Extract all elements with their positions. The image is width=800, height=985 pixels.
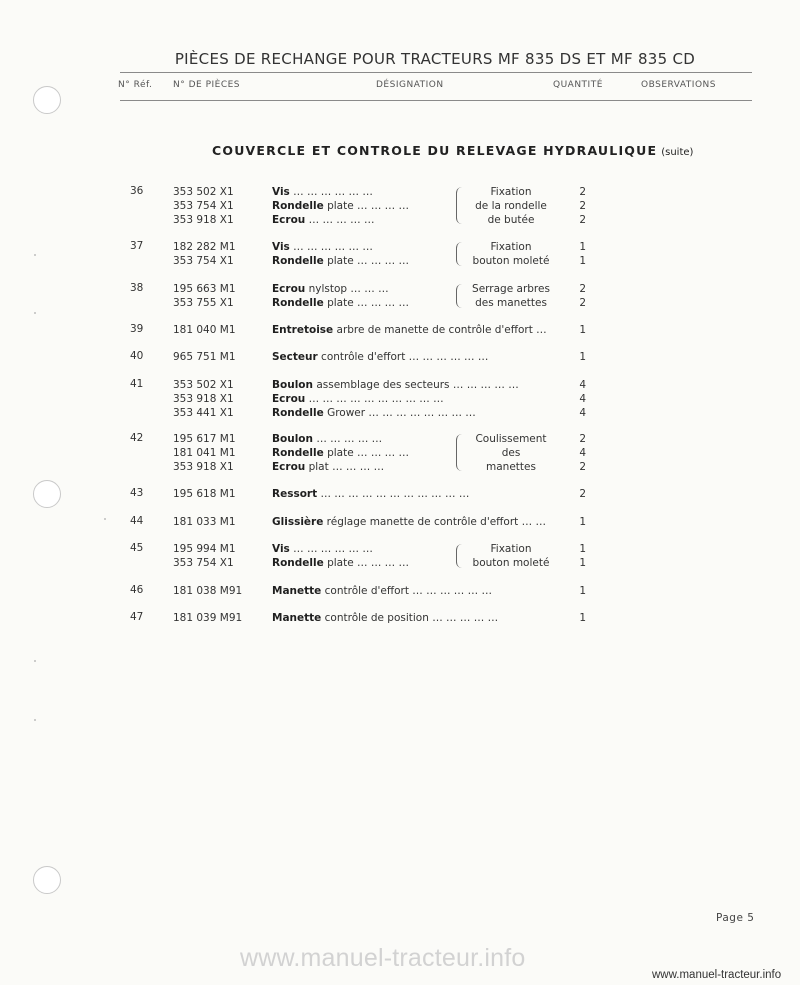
part-row xyxy=(0,446,800,460)
part-quantity: 2 xyxy=(579,488,586,500)
part-number: 353 502 X1 xyxy=(173,379,234,391)
section-title-suffix: (suite) xyxy=(661,147,694,158)
ref-number: 42 xyxy=(130,432,144,444)
part-description: … … … … … … … … … … … xyxy=(317,488,470,500)
part-name: Rondelle xyxy=(272,254,324,267)
part-designation xyxy=(272,185,373,199)
paper-speck xyxy=(34,660,36,662)
ref-number: 47 xyxy=(130,611,144,623)
part-quantity: 1 xyxy=(579,585,586,597)
part-row xyxy=(0,350,800,364)
part-row xyxy=(0,406,800,420)
part-quantity: 2 xyxy=(579,460,586,473)
part-name: Secteur xyxy=(272,351,318,363)
part-row xyxy=(0,254,800,268)
part-designation xyxy=(272,406,476,420)
part-quantity: 2 xyxy=(579,199,586,212)
part-quantity: 1 xyxy=(579,351,586,363)
part-description: contrôle d'effort … … … … … … xyxy=(317,351,489,363)
part-row xyxy=(0,392,800,406)
part-row xyxy=(0,460,800,474)
part-quantity: 1 xyxy=(579,516,586,528)
part-row xyxy=(0,323,800,337)
part-description: réglage manette de contrôle d'effort … … xyxy=(323,516,546,528)
ref-number: 37 xyxy=(130,240,144,252)
part-description: … … … … … … xyxy=(289,241,373,253)
part-name: Vis xyxy=(272,241,290,253)
part-designation xyxy=(272,542,373,556)
part-description: nylstop … … … xyxy=(305,283,389,295)
part-name: Glissière xyxy=(272,516,324,528)
part-observation: des xyxy=(501,446,521,459)
ref-number: 44 xyxy=(130,515,144,527)
part-name: Ecrou xyxy=(272,283,306,295)
page-title: PIÈCES DE RECHANGE POUR TRACTEURS MF 835 DS ET MF 835 CD xyxy=(174,50,696,68)
part-name: Rondelle xyxy=(272,406,324,419)
column-header-designation: DÉSIGNATION xyxy=(376,80,444,90)
punch-hole-bottom xyxy=(33,866,61,894)
part-designation xyxy=(272,611,498,625)
header-rule-top xyxy=(120,72,752,73)
part-number: 195 663 M1 xyxy=(173,283,236,295)
part-quantity: 1 xyxy=(579,543,586,555)
part-row xyxy=(0,515,800,529)
part-description: plate … … … … xyxy=(323,254,410,267)
part-designation xyxy=(272,460,384,474)
watermark-small: www.manuel-tracteur.info xyxy=(652,969,782,981)
part-observation: de la rondelle xyxy=(475,199,547,212)
part-quantity: 2 xyxy=(579,296,586,309)
part-designation xyxy=(272,350,488,364)
part-number: 181 038 M91 xyxy=(173,585,243,597)
part-designation xyxy=(272,199,409,213)
part-number: 353 918 X1 xyxy=(173,460,234,473)
part-designation xyxy=(272,432,382,446)
part-quantity: 4 xyxy=(579,406,586,419)
grouping-brace xyxy=(456,434,463,471)
part-description: … … … … … … xyxy=(289,543,373,555)
part-quantity: 2 xyxy=(579,213,586,226)
part-designation xyxy=(272,213,374,227)
part-name: Rondelle xyxy=(272,446,324,459)
grouping-brace xyxy=(456,544,463,568)
column-header-ref: N° Réf. xyxy=(118,80,153,90)
part-quantity: 1 xyxy=(579,241,586,253)
part-description: plate … … … … xyxy=(323,556,410,569)
part-description: plate … … … … xyxy=(323,199,410,212)
section-title-text: COUVERCLE ET CONTROLE DU RELEVAGE HYDRAULIQUE xyxy=(212,143,658,158)
part-description: … … … … … xyxy=(305,213,375,226)
part-name: Ecrou xyxy=(272,392,306,405)
part-quantity: 1 xyxy=(579,254,586,267)
part-observation: Fixation xyxy=(490,186,532,198)
part-quantity: 2 xyxy=(579,433,586,445)
part-quantity: 4 xyxy=(579,392,586,405)
paper-speck xyxy=(34,312,36,314)
column-header-quantite: QUANTITÉ xyxy=(553,80,603,90)
section-title xyxy=(212,143,693,158)
part-number: 353 918 X1 xyxy=(173,213,234,226)
part-number: 353 441 X1 xyxy=(173,406,234,419)
part-observation: manettes xyxy=(486,460,536,473)
part-name: Rondelle xyxy=(272,556,324,569)
part-description: plate … … … … xyxy=(323,296,410,309)
part-name: Ressort xyxy=(272,488,318,500)
part-number: 181 039 M91 xyxy=(173,612,243,624)
part-number: 353 502 X1 xyxy=(173,186,234,198)
part-number: 195 994 M1 xyxy=(173,543,236,555)
column-header-observations: OBSERVATIONS xyxy=(641,80,716,90)
part-name: Vis xyxy=(272,186,290,198)
part-quantity: 1 xyxy=(579,324,586,336)
part-name: Manette xyxy=(272,612,322,624)
part-designation xyxy=(272,282,389,296)
part-observation: Fixation xyxy=(490,543,532,555)
ref-number: 40 xyxy=(130,350,144,362)
part-description: … … … … … xyxy=(312,433,383,445)
part-number: 353 754 X1 xyxy=(173,254,234,267)
paper-speck xyxy=(34,719,36,721)
part-description: assemblage des secteurs … … … … … xyxy=(312,379,519,391)
part-row xyxy=(0,199,800,213)
part-description: plate … … … … xyxy=(323,446,410,459)
punch-hole-top xyxy=(33,86,61,114)
part-description: … … … … … … … … … … xyxy=(305,392,444,405)
part-designation xyxy=(272,392,444,406)
part-row xyxy=(0,296,800,310)
part-number: 181 033 M1 xyxy=(173,516,236,528)
part-number: 353 755 X1 xyxy=(173,296,234,309)
part-row xyxy=(0,378,800,392)
part-designation xyxy=(272,378,519,392)
ref-number: 41 xyxy=(130,378,144,390)
part-name: Ecrou xyxy=(272,460,306,473)
part-number: 195 618 M1 xyxy=(173,488,236,500)
part-row xyxy=(0,556,800,570)
grouping-brace xyxy=(456,187,463,224)
part-observation: bouton moleté xyxy=(472,556,550,569)
part-row xyxy=(0,584,800,598)
ref-number: 45 xyxy=(130,542,144,554)
part-quantity: 2 xyxy=(579,186,586,198)
part-designation xyxy=(272,296,409,310)
part-row xyxy=(0,611,800,625)
part-quantity: 4 xyxy=(579,446,586,459)
ref-number: 38 xyxy=(130,282,144,294)
part-name: Entretoise xyxy=(272,324,334,336)
part-number: 181 040 M1 xyxy=(173,324,236,336)
part-quantity: 1 xyxy=(579,612,586,624)
part-row xyxy=(0,240,800,254)
part-quantity: 2 xyxy=(579,283,586,295)
column-header-pieces: N° DE PIÈCES xyxy=(173,80,241,90)
part-designation xyxy=(272,323,547,337)
part-description: arbre de manette de contrôle d'effort … xyxy=(333,324,547,336)
ref-number: 46 xyxy=(130,584,144,596)
part-name: Boulon xyxy=(272,379,313,391)
ref-number: 36 xyxy=(130,185,144,197)
part-designation xyxy=(272,487,469,501)
part-name: Manette xyxy=(272,585,322,597)
part-number: 353 918 X1 xyxy=(173,392,234,405)
part-designation xyxy=(272,446,409,460)
ref-number: 39 xyxy=(130,323,144,335)
part-name: Rondelle xyxy=(272,199,324,212)
part-designation xyxy=(272,254,409,268)
part-designation xyxy=(272,240,373,254)
part-row xyxy=(0,432,800,446)
part-row xyxy=(0,282,800,296)
ref-number: 43 xyxy=(130,487,144,499)
part-observation: Coulissement xyxy=(475,433,547,445)
part-number: 182 282 M1 xyxy=(173,241,236,253)
part-row xyxy=(0,487,800,501)
part-description: contrôle de position … … … … … xyxy=(321,612,499,624)
part-number: 181 041 M1 xyxy=(173,446,236,459)
part-quantity: 4 xyxy=(579,379,586,391)
part-row xyxy=(0,213,800,227)
part-description: plat … … … … xyxy=(305,460,385,473)
part-number: 965 751 M1 xyxy=(173,351,236,363)
part-row xyxy=(0,542,800,556)
watermark: www.manuel-tracteur.info xyxy=(240,944,526,972)
part-observation: de butée xyxy=(487,213,535,226)
part-number: 353 754 X1 xyxy=(173,556,234,569)
part-designation xyxy=(272,556,409,570)
part-number: 353 754 X1 xyxy=(173,199,234,212)
part-observation: Fixation xyxy=(490,241,532,253)
header-rule-bottom xyxy=(120,100,752,101)
part-description: Grower … … … … … … … … xyxy=(323,406,476,419)
part-name: Rondelle xyxy=(272,296,324,309)
part-description: … … … … … … xyxy=(289,186,373,198)
part-observation: Serrage arbres xyxy=(472,283,550,295)
part-name: Vis xyxy=(272,543,290,555)
part-name: Ecrou xyxy=(272,213,306,226)
page-number: Page 5 xyxy=(716,912,755,924)
part-designation xyxy=(272,584,492,598)
part-observation: des manettes xyxy=(475,296,547,309)
part-description: contrôle d'effort … … … … … … xyxy=(321,585,492,597)
part-name: Boulon xyxy=(272,433,313,445)
part-designation xyxy=(272,515,546,529)
part-number: 195 617 M1 xyxy=(173,433,236,445)
part-observation: bouton moleté xyxy=(472,254,550,267)
grouping-brace xyxy=(456,242,463,266)
part-quantity: 1 xyxy=(579,556,586,569)
grouping-brace xyxy=(456,284,463,308)
part-row xyxy=(0,185,800,199)
